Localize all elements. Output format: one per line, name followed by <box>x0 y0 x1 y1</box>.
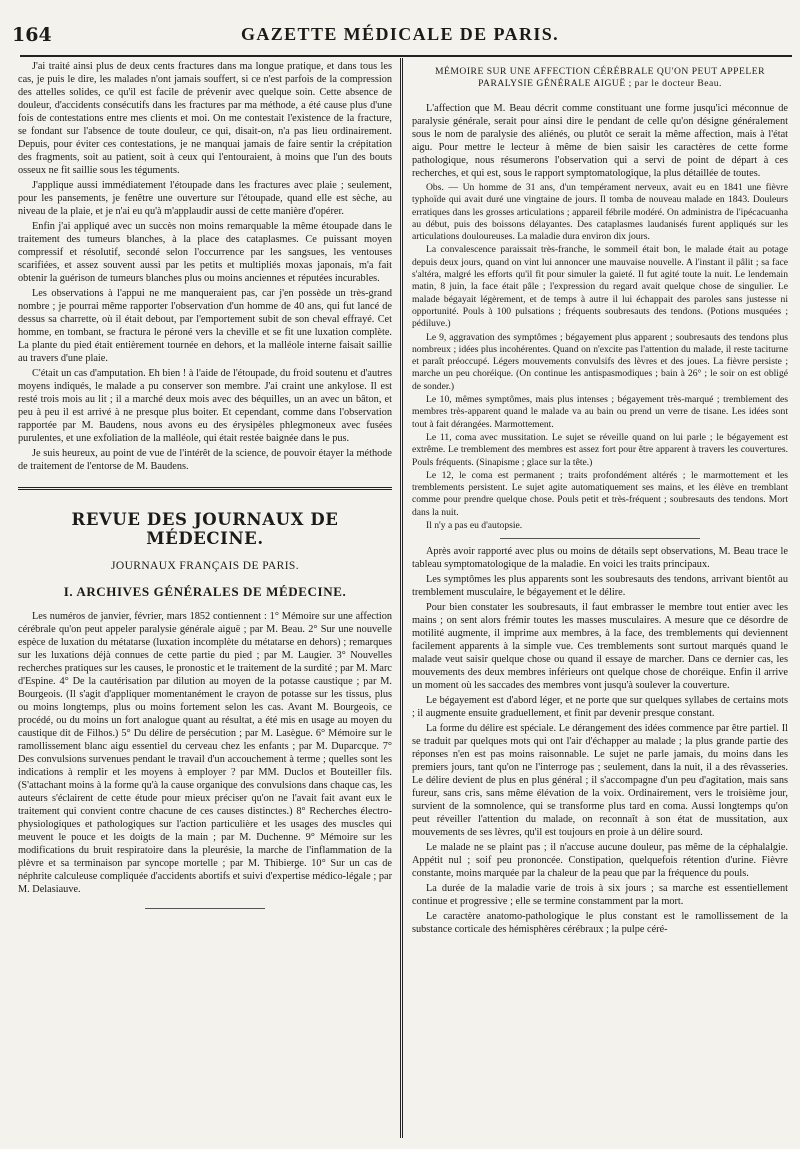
paragraph: Pour bien constater les soubresauts, il faut embrasser le membre tout entier avec les mains ; on sent alors frémir toutes les masses musculaires. A mesure que ce désordre de motilité augmente, il imprime aux membres, à la face, des tremblements qui deviennent facilement apparents à la simple vue. Ces tremblements sont surtout marqués quand le malade veut saisir quelque chose ou quand il essaye de marcher. Dans ce dernier cas, les mouvements des deux membres inférieurs ont quelque chose de choréique. Enfin il arrive un moment où les saccades des membres vont jusqu'à soulever la couverture. <box>412 602 788 692</box>
right-column <box>412 60 788 1140</box>
paragraph: J'applique aussi immédiatement l'étoupade dans les fractures avec plaie ; seulement, pour les pansements, je fenêtre une ouverture sur l'étoupade, quand elle est sèche, au niveau de la plaie, et je n'ai eu qu'à m'applaudir aussi de cette manière d'opérer. <box>18 180 392 217</box>
header-rule <box>20 55 792 57</box>
observation-end-rule <box>500 538 700 539</box>
paragraph: Enfin j'ai appliqué avec un succès non moins remarquable la même étoupade dans le traitement des tumeurs blanches, à la place des cataplasmes. Ce puissant moyen compressif et résolutif, secondé selon l'occurrence par les sangsues, les ventouses scarifiées, et assez souvent aussi par les petits et multipliés moxas japonais, m'a fait obtenir la guérison de tumeurs blanches plus ou moins anciennes et réputées incurables. <box>18 221 392 284</box>
paragraph: Le malade ne se plaint pas ; il n'accuse aucune douleur, pas même de la céphalalgie. Appétit nul ; soif peu prononcée. Constipation, quelquefois rétention d'urine. Fièvre constante, moins marquée par la chaleur de la peau que par la fréquence du pouls. <box>412 842 788 880</box>
paragraph: Après avoir rapporté avec plus ou moins de détails sept observations, M. Beau trace le tableau symptomatologique de la maladie. En voici les traits principaux. <box>412 546 788 571</box>
paragraph: C'était un cas d'amputation. Eh bien ! à l'aide de l'étoupade, du froid soutenu et d'autres moyens indiqués, le malade a pu conserver son membre. J'ai craint une ankylose. Il est resté trois mois au lit ; il a marché deux mois avec des béquilles, un an avec un bâton, et peu à peu il est arrivé à ne presque plus boiter. Et cependant, comme dans l'observation rapportée par M. Baudens, nous avons eu des érysipèles phlegmoneux avec fusées purulentes, et une exfoliation de la malléole, qui était restée baignée dans le pus. <box>18 368 392 444</box>
paragraph: Je suis heureux, au point de vue de l'intérêt de la science, de pouvoir étayer la méthode de traitement de l'entorse de M. Baudens. <box>18 448 392 472</box>
page-header <box>10 22 790 48</box>
observation-paragraph: Le 11, coma avec mussitation. Le sujet se réveille quand on lui parle ; le bégayement est extrême. Le tremblement des membres est assez fort pour être apparent à travers les couvertures. Pouls fréquents. (Sinapisme ; glace sur la tête.) <box>412 431 788 468</box>
observation-paragraph: Le 10, mêmes symptômes, mais plus intenses ; bégayement très-marqué ; tremblement des membres très-apparent quand le malade va au bain ou prend un verre de tisane. Les idées sont tout à fait dérangées. Marmottement. <box>412 394 788 430</box>
subsection-title: JOURNAUX FRANÇAIS DE PARIS. <box>110 560 300 572</box>
paragraph: La durée de la maladie varie de trois à six jours ; sa marche est essentiellement continue et progressive ; elle se termine constamment par la mort. <box>412 883 788 908</box>
paragraph: J'ai traité ainsi plus de deux cents fractures dans ma longue pratique, et dans tous les cas, je puis le dire, les malades n'ont jamais souffert, si ce n'est parfois de la compression des attelles solides, ce qu'il est facile de prévenir avec quelque soin. Cette absence de douleur, d'accidents consécutifs dans les fractures par ma méthode, a été cause plus d'une fois de contestations entre mes clients et moi. On me contestait l'existence de la fracture, se fondant sur l'absence de toute douleur, ce qui, disait-on, n'a pas lieu ordinairement. Depuis, pour éviter ces contestations, je ne manquai jamais de faire sentir la crépitation des fragments, soit au patient, soit à ceux qui l'entouraient, à moins que l'un des bouts osseux ne fit saillie sous les téguments. <box>18 61 392 176</box>
article-intro: L'affection que M. Beau décrit comme constituant une forme jusqu'ici méconnue de paralysie générale, serait pour ainsi dire le pendant de celle qu'on désigne généralement sous le nom de paralysie des aliénés, ou plutôt ce serait la même affection, mais à l'état aigu. Pour mettre le lecteur à même de bien saisir les caractères de cette forme pathologique, nous résumerons l'observation qui a servi de point de départ à ces recherches, et qui est, sous le rapport symptomatologique, la plus détaillée de toutes. <box>412 103 788 179</box>
running-title: GAZETTE MÉDICALE DE PARIS. <box>240 24 560 44</box>
paragraph: Le caractère anatomo-pathologique le plus constant est le ramollissement de la substance corticale des hémisphères cérébraux ; la pulpe céré- <box>412 911 788 936</box>
section-rule <box>18 487 392 490</box>
article-title: MÉMOIRE SUR UNE AFFECTION CÉRÉBRALE QU'ON PEUT APPELER PARALYSIE GÉNÉRALE AIGUË ; par le docteur Beau. <box>435 66 765 89</box>
section-title: REVUE DES JOURNAUX DE MÉDECINE. <box>71 510 339 548</box>
observation-paragraph: La convalescence paraissait très-franche, le sommeil était bon, le malade était au potage depuis deux jours, quand on vint lui annoncer une mauvaise nouvelle. A l'instant il pâlit ; sa face s'altéra, malgré les efforts qu'il fit pour simuler la gaieté. Il fut agité toute la nuit. Le lendemain matin, 8 juin, la face était pâle ; l'expression du regard avait quelque chose de singulier. Le malade bégayait légèrement, et de temps à autre il lui échappait des paroles sans justesse ni opportunité. Pouls à 100 pulsations ; fréquents soubresauts des tendons. (Potions musquées ; pédiluve.) <box>412 244 788 330</box>
paragraph: Les observations à l'appui ne me manqueraient pas, car j'en possède un très-grand nombre ; je pourrai même rapporter l'observation d'un homme de 40 ans, qui fut lancé de dessus sa charrette, où il était debout, par l'emportement subit de son cheval effrayé. Cet homme, en tombant, se fractura le péroné vers la cheville et se fit une luxation complète. La plante du pied était entièrement tournée en dehors, et la malléole interne faisait saillie au travers d'une plaie. <box>18 288 392 364</box>
page-number: 164 <box>12 24 52 46</box>
paragraph: La forme du délire est spéciale. Le dérangement des idées commence par être partiel. Il se traduit par quelques mots qui ont l'air d'échapper au malade ; la plus grande partie des réponses n'en est pas moins raisonnable. Le sujet ne parle jamais, du moins dans les premiers jours, tant qu'on ne l'interroge pas ; seulement, dans la nuit, il a des rêvasseries. Le délire devient de plus en plus général ; il s'accompagne d'un peu d'agitation, mais sans fureur, sans cris, sans même élévation de la voix. Ordinairement, vers le troisième jour, survient de la somnolence, qui se transforme plus tard en coma. Aussi longtemps qu'on peut réveiller l'attention du malade, on reconnaît à son état de mussitation, aux mouvements de ses lèvres, qu'il est toujours en proie à un délire sourd. <box>412 723 788 839</box>
observation-paragraph: Le 12, le coma est permanent ; traits profondément altérés ; le marmottement et les tremblements persistent. Le sujet agite automatiquement ses mains, et les élève en tremblant comme pour prendre quelque chose. Pouls petit et très-fréquent ; soubresauts des tendons. Mort dans la nuit. <box>412 469 788 518</box>
observation-paragraph: Obs. — Un homme de 31 ans, d'un tempérament nerveux, avait eu en 1841 une fièvre typhoïde qui avait duré une vingtaine de jours. Il tomba de nouveau malade en 1843. Douleurs erratiques dans les grosses articulations ; appareil fébrile modéré. On administra de l'ipécacuanha au début, puis des boissons délayantes. Des cataplasmes laudanisés furent appliqués sur les articulations douloureuses. La maladie dura environ dix jours. <box>412 182 788 243</box>
paragraph: Le bégayement est d'abord léger, et ne porte que sur quelques syllabes de certains mots ; il augmente ensuite graduellement, et finit par devenir presque constant. <box>412 695 788 720</box>
archives-contents: Les numéros de janvier, février, mars 1852 contiennent : 1° Mémoire sur une affection cérébrale qu'on peut appeler paralysie générale aiguë ; par M. Beau. 2° Sur une nouvelle espèce de luxation du métatarse (luxation incomplète du métatarse en dehors) ; remarques sur les luxations déjà connues de cette partie du pied ; par M. Laugier. 3° Nouvelles recherches pratiques sur les causes, le pronostic et le traitement de la surdité ; par M. Marc d'Espine. 4° De la cautérisation par dilution au moyen de la potasse caustique ; par M. Bourgeois. (Il s'agit d'appliquer momentanément le crayon de potasse sur les tissus, plus ou moins longtemps, plus ou moins fortement selon les cas. Avant M. Bourgeois, ce procédé, ou du moins un fort analogue quant au résultat, a été mis en usage au moyen du caustique dit de Filhos.) 5° Du délire de persécution ; par M. Lasègue. 6° Mémoire sur le ramollissement blanc aigu essentiel du cerveau chez les enfants ; par M. Duparcque. 7° Des convulsions survenues pendant le travail d'un accouchement à terme ; quelles sont les indications à remplir et les moyens à employer ? par MM. Duclos et Bouteiller fils. (S'attachant moins à la forme qu'à la cause organique des convulsions dans chaque cas, les auteurs s'éclairent de cette étude pour mieux préciser qu'on ne l'avait fait avant eux le traitement qui convient contre chacune de ces causes distinctes.) 8° Recherches électro-physiologiques et pathologiques sur l'action particulière et les usages des muscles qui meuvent le pouce et les doigts de la main ; par M. Duchenne. 9° Mémoire sur les modifications du bruit respiratoire dans la pleurésie, la marche de l'inflammation de la plèvre et sa terminaison par syncope mortelle ; par M. Thibierge. 10° Sur un cas de néphrite calculeuse compliquée d'accidents abortifs et suivi d'expertise médico-légale ; par M. Delasiauve. <box>18 611 392 895</box>
observation-paragraph: Le 9, aggravation des symptômes ; bégayement plus apparent ; soubresauts des tendons plus nombreux ; idées plus incohérentes. Quand on n'excite pas l'attention du malade, il reste taciturne et paraît préoccupé. Légers mouvements convulsifs des lèvres et des joues. La fièvre persiste ; marche un peu choréique. (On continue les antispasmodiques ; bain à 26° ; le soir on est obligé de sonder.) <box>412 331 788 392</box>
end-rule <box>145 908 265 909</box>
paragraph: Les symptômes les plus apparents sont les soubresauts des tendons, arrivant bientôt au tremblement musculaire, le bégayement et le délire. <box>412 574 788 599</box>
observation-block <box>412 182 788 532</box>
left-column <box>18 60 392 1140</box>
observation-paragraph: Il n'y a pas eu d'autopsie. <box>426 520 523 532</box>
column-divider <box>400 58 403 1138</box>
journal-title: I. ARCHIVES GÉNÉRALES DE MÉDECINE. <box>63 584 347 599</box>
